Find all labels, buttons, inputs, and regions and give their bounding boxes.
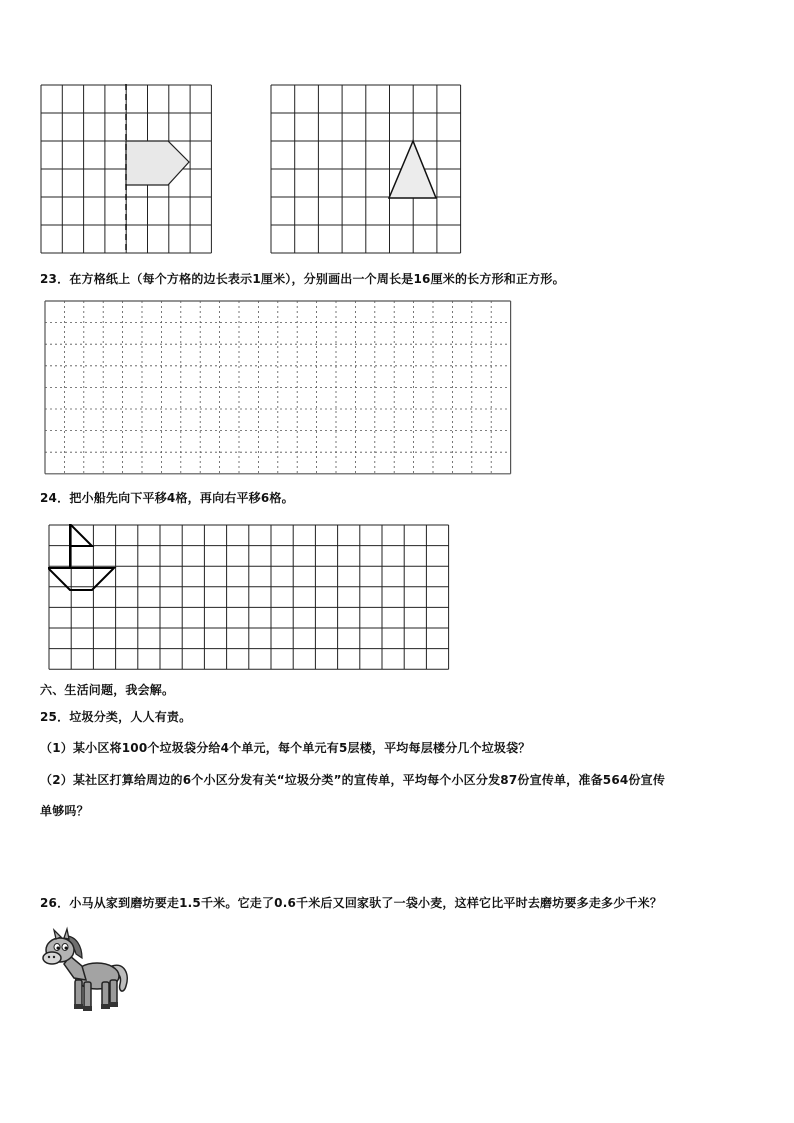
question-text: 在方格纸上（每个方格的边长表示1厘米），分别画出一个周长是16厘米的长方形和正方形。 [69, 272, 565, 286]
question-number: 26． [40, 896, 70, 910]
symmetry-grid-pentagon [40, 84, 214, 254]
question-25-part-1: （1）某小区将100个垃圾袋分给4个单元，每个单元有5层楼，平均每层楼分几个垃圾袋？ [40, 741, 531, 755]
question-23 [40, 270, 565, 287]
question-number: 23． [40, 272, 70, 286]
question-25-part-2-line-1: （2）某社区打算给周边的6个小区分发有关“垃圾分类”的宣传单，平均每个小区分发87份宣传单，准备564份宣传 [40, 773, 666, 787]
boat-shape [48, 524, 114, 590]
question-26 [40, 894, 662, 911]
pentagon-shape [126, 141, 189, 185]
question-number: 25． [40, 710, 70, 724]
question-25 [40, 708, 191, 725]
drawing-grid-dotted [44, 300, 514, 478]
question-24 [40, 489, 294, 506]
horse-illustration [42, 926, 132, 1014]
translation-grid-boat [48, 524, 452, 670]
question-text: 垃圾分类，人人有责。 [69, 710, 192, 724]
question-text: 把小船先向下平移4格，再向右平移6格。 [69, 491, 294, 505]
section-6-title: 六、生活问题，我会解。 [40, 683, 175, 697]
question-number: 24． [40, 491, 70, 505]
question-text: 小马从家到磨坊要走1.5千米。它走了0.6千米后又回家驮了一袋小麦，这样它比平时去磨坊要多走多少千米？ [69, 896, 663, 910]
rotation-grid-triangle [270, 84, 462, 254]
question-25-part-2-line-2: 单够吗？ [40, 804, 89, 818]
